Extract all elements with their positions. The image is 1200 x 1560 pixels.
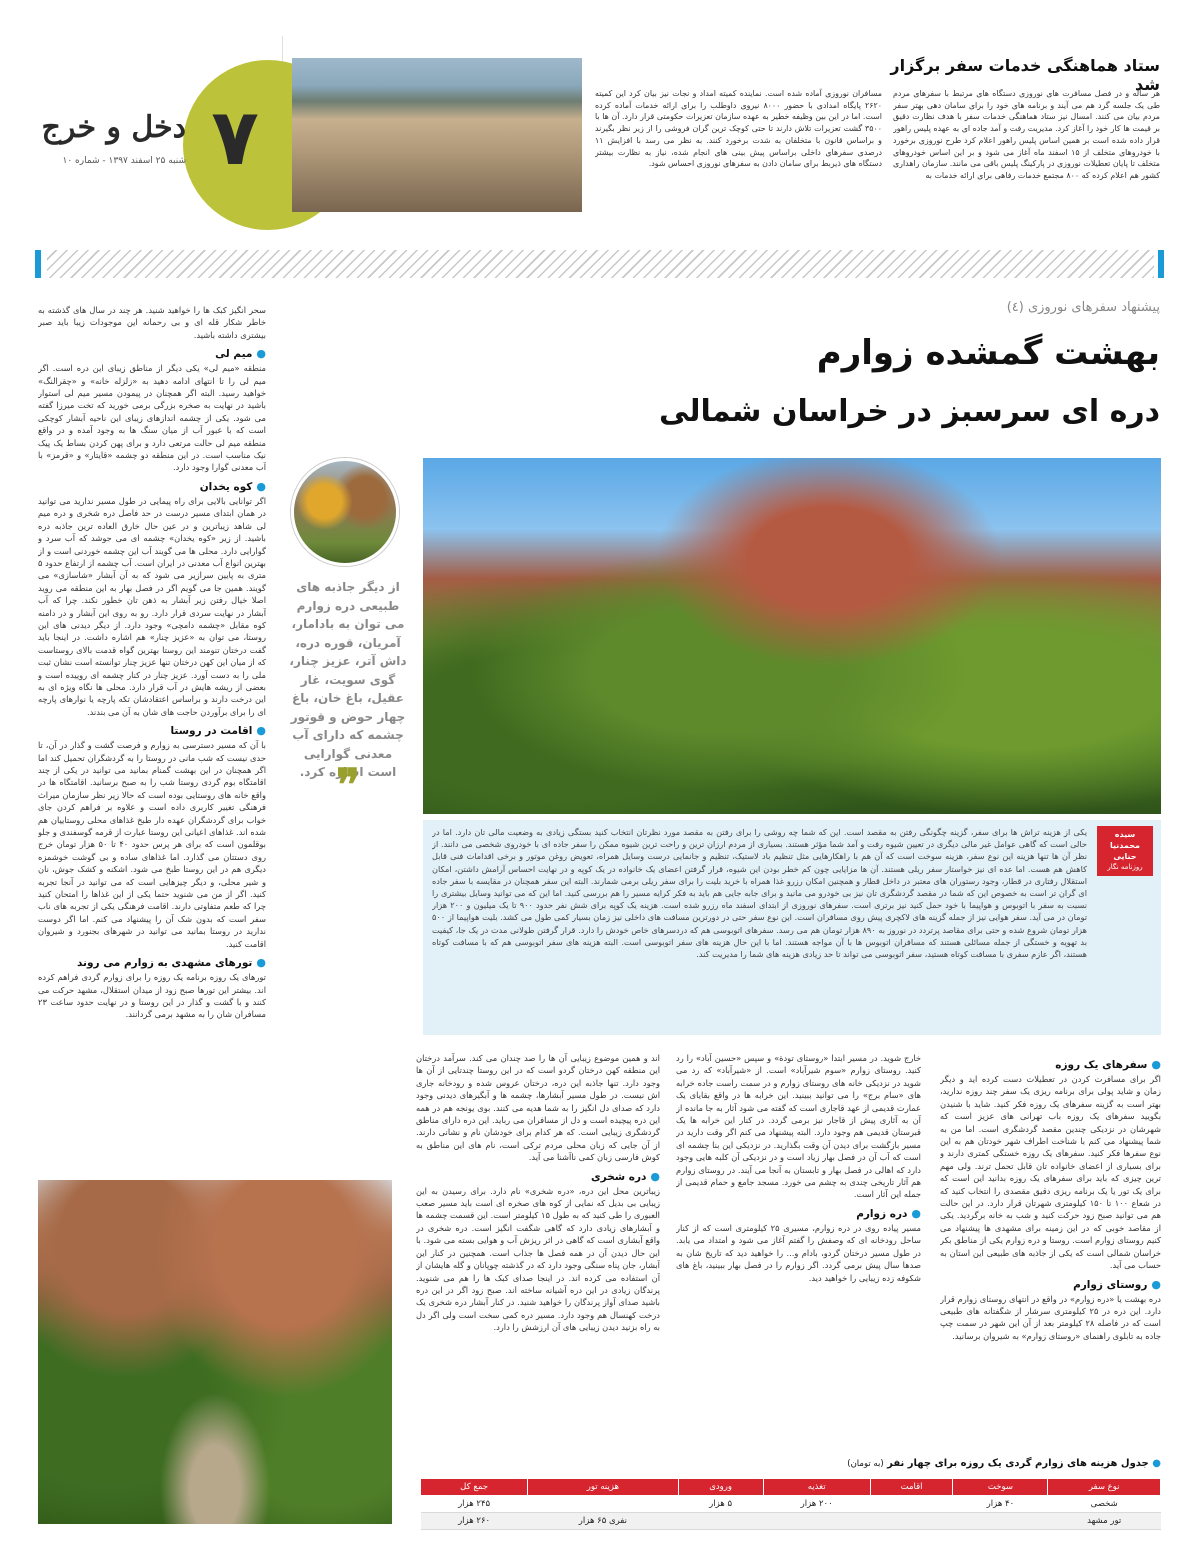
bullet-icon: ● xyxy=(1151,1277,1161,1291)
section-brand: دخل و خرج xyxy=(41,110,186,145)
cost-table xyxy=(420,1478,1161,1530)
bullet-icon: ● xyxy=(650,1169,660,1183)
bullet-icon: ● xyxy=(256,956,266,970)
divider-right-tick xyxy=(1158,250,1164,278)
bottom-col-right xyxy=(940,1052,1161,1452)
hatched-divider xyxy=(47,250,1154,278)
author-name: سیده محمدنیا حنایی xyxy=(1110,830,1140,861)
section-body-stay: با آن که مسیر دسترسی به زوارم و فرصت گشت و گذار در آن، تا حدی نیست که شب مانی در روستا را به گردشگران تحمیل کند اما اگر همچنان در این بهشت گمنام بمانید می توانید در یکی از چند اقامتگاه بوم گردی روستا شب را به صبح برسانید. اقامتگاه ها در واقع خانه های روستایی بوده است که حالا زیر نظر سازمان میراث فرهنگی تغییر کاربری داده است و علاوه بر فراهم کردن جای خواب برای گردشگران عهده دار طبخ غذاهای محلی روستاییان هم شده اند. غذاهای اعیانی این روستا عبارت از قرمه گوسفندی و جلو بوقلمون است که برای هر پرس حدود ۴۰ تا ۵۰ هزار تومان خرج روی دستتان می گذارد. اما غذاهای ساده و بی گوشت خوشمزه دیگری هم در این روستا طبخ می شود. اشکنه و کشک جوش، نان و شیر محلی، و دیگر چیزهایی است که می توانید در آنجا تجربه کنید. اگر از من می شنوید حتما یکی از این غذاها را امتحان کنید چرا که طعم متفاوتی دارند. اقامت فرهنگی یکی از تجربه های ناب سفر است که بدون شک آن را پیشنهاد می کنم. اما اگر دوست ندارید در روستا بمانید می توانید در شهرهای بجنورد و شیروان اقامت کنید. xyxy=(38,740,266,949)
section-body-village: دره بهشت یا «دره زوارم» در واقع در انتهای روستای زوارم قرار دارد. این دره در ۲۵ کیلومتری سرشار از شگفتانه های طبیعی است که در فاصله ۲۸ کیلومتر بعد از آن این شهر در سمت چپ جاده به تابلوی راهنمای «روستای زوارم» به شیروان برسانید. xyxy=(940,1293,1161,1341)
cost-table-title: جدول هزینه های زوارم گردی یک روزه برای چهار نفر xyxy=(887,1458,1149,1469)
feature-subheadline: دره ای سرسبز در خراسان شمالی xyxy=(658,394,1160,429)
left-bottom-body: اند و همین موضوع زیبایی آن ها را صد چندان می کند. سرآمد درختان این منطقه کهن درختان گردو است که در این روستا چندتایی از آن ها وجود دارد. تنها جاذبه این دره، درختان عروس شده و رودخانه جاری اش نیست. در طول مسیر آبشارها، چشمه ها و آبگیرهای دیدنی وجود دارد که صدای دل انگیز را به شما هدیه می کنند. بوی یونجه هم در همه این دره پیچیده است و دل از مسافران می رباید. این دره دارای مناطق گردشگری زیبایی است. که هر کدام برای خودشان نام و نشانی دارند. از آن جایی که زبان محلی مردم ترکی است، نام های این مناطق به کوش فارسی زبان کمی ناآشنا می آید. xyxy=(416,1053,660,1163)
cost-table-wrap xyxy=(420,1478,1161,1530)
section-body-shakhri: زیباترین محل این دره، «دره شخری» نام دارد. برای رسیدن به این زیبایی بی بدیل که نمایی از کوه های صخره ای است باید مسیر صعب العبوری را طی کنید که به طول ۱۵ کیلومتر است. این قسمت چشمه ها و آبشارهای زیادی دارد که گاهی شگفت انگیز است. دره شخری در واقع آبشاری است که گاهی در اثر ریزش آب و هوایی بسته می شود. با این حال دیدن آن در همه فصل ها جذاب است. همچنین در کنار این آبشار، جان پناه سنگی وجود دارد که در گذشته چوپانان و گله هایشان از آن استفاده می کرده اند. در اینجا صدای کبک ها را هم می شنوید. پرندگان زیادی در این دره آشیانه ساخته اند. صبح زود اگر در این دره باشید صدای آواز پرندگان را خواهید شنید. در کنار آبشار دره شخری یک درخت کهنسال هم وجود دارد. مسیر دره کمی سخت است ولی اگر دل به راه بزنید دیدن زیبایی های آن ارزشش را دارد. xyxy=(416,1185,660,1333)
cost-table-unit: (به تومان) xyxy=(847,1459,884,1469)
table-cell xyxy=(528,1496,678,1513)
top-story-col-2: مسافران نوروزی آماده شده است. نماینده کمیته امداد و نجات نیز بیان کرد این کمیته ۲۶۲۰ پایگاه امدادی با حضور ۸۰۰۰ نیروی داوطلب را برای ارائه خدمات آماده کرده است. اما در این بین وظیفه خطیر به عهده سازمان تعزیرات حکومتی قرار دارد. آن ها با ۳۵۰۰ گشت تعزیرات تلاش دارند تا حتی کوچک ترین گران فروشی را از زیر نظر بگیرند و براساس قانون با متخلفان به شدت برخورد کنند. به نظر می رسد با افزایش ۱۱ درصدی سفرهای داخلی براساس پیش بینی های انجام شده، نیاز به نظارت بیشتر دستگاه های ذیربط برای سامان دادن به سفرهای نوروزی احساس شود. xyxy=(595,89,882,169)
table-cell xyxy=(870,1513,953,1530)
section-body-tours: تورهای یک روزه برنامه یک روزه را برای زوارم گردی فراهم کرده اند. بیشتر این تورها صبح زود از میدان استقلال، مشهد حرکت می کنند و با گشت و گذار در این روستا و در نهایت حدود ساعت ۲۳ مسافران شان را به مشهد برمی گردانند. xyxy=(38,972,266,1020)
section-title-tours: ●تورهای مشهدی به زوارم می روند xyxy=(76,956,266,970)
pull-quote: از دیگر جاذبه های طبیعی دره زوارم می توان به بادامار، آمریان، قوره دره، داش آتر، عزیز چنار، گوی سویت، غار عقیل، باغ خان، باغ چهار حوض و قوتور چشمه که دارای آب معدنی گوارایی است اشاره کرد. xyxy=(289,580,407,779)
section-title-stay: ●اقامت در روستا xyxy=(170,724,266,738)
column-header: جمع کل xyxy=(421,1479,528,1496)
left-intro: سحر انگیز کبک ها را خواهید شنید. هر چند در سال های گذشته به خاطر شکار قله ای و بی رحمانه این موجودات زیبا باید صبر بیشتری داشته باشید. xyxy=(38,305,266,340)
quote-mark-icon: ❞ xyxy=(336,760,360,811)
top-story-col-1: هر ساله و در فصل مسافرت های نوروزی دستگاه های مرتبط با سفرهای مردم طی یک جلسه گرد هم می آیند و برنامه های خود را برای سامان دهی بهتر سفر مردم بیان می کنند. امسال نیز ستاد هماهنگی خدمات سفر با هدف نظارت دقیق بر قیمت ها کار خود را آغاز کرد. مدیریت رفت و آمد جاده ای به عهده پلیس راهور قرار داده شده است بر همین اساس پلیس راهور اعلام کرد طرح نوروزی برخورد با خودروهای متخلف از ۱۵ اسفند ماه آغاز می شود و بر این اساس خودروهای متخلف تا پایان تعطیلات نوروزی در پارکینگ پلیس باقی می مانند. سازمان راهداری کشور هم اعلام کرده که ۸۰۰ مجتمع خدمات رفاهی برای ارائه خدمات به xyxy=(893,89,1160,180)
column-header: اقامت xyxy=(870,1479,953,1496)
table-cell xyxy=(763,1513,870,1530)
table-row xyxy=(421,1496,1161,1513)
table-cell: ۵ هزار xyxy=(678,1496,763,1513)
author-tag xyxy=(1097,826,1153,876)
top-story-title: ستاد هماهنگی خدمات سفر برگزار شد xyxy=(890,56,1160,94)
section-title-oneday: ●سفرهای یک روزه xyxy=(1055,1058,1161,1071)
table-cell: ۲۴۵ هزار xyxy=(421,1496,528,1513)
bottom-col-middle xyxy=(676,1052,921,1452)
table-cell: شخصی xyxy=(1048,1496,1161,1513)
table-row xyxy=(421,1513,1161,1530)
bullet-icon: ● xyxy=(256,724,266,738)
cost-table-title-row xyxy=(420,1458,1161,1469)
autumn-valley-thumbnail xyxy=(291,458,399,566)
bullet-icon: ● xyxy=(256,347,266,361)
table-cell xyxy=(678,1513,763,1530)
issue-date: شنبه ۲۵ اسفند ۱۳۹۷ - شماره ۱۰ xyxy=(62,156,186,166)
cost-table-header xyxy=(421,1479,1161,1496)
section-body-yakhdan: اگر توانایی بالایی برای راه پیمایی در طول مسیر ندارید می توانید در همان ابتدای مسیر درست در حد فاصل دره شخری و دره میم لی شاهد زیباترین و در عین حال خارق العاده ترین جاذبه دره باشید. از زیر «کوه یخدان» چشمه ای می جوشد که آب سرد و گوارایی دارد. محلی ها می گویند آب این چشمه خوردنی است و از بهترین انواع آب معدنی در ایران است. آب چشمه از ارتفاع حدود ۵ متری به پایین سرازیر می شود که به آن آبشار «شاسازی» می گویند. همین جا می گویم اگر در فصل بهار به این منطقه می روید اصلا خیال رفتن زیر آبشار به ذهن تان خطور نکند. چرا که آب آبشار در نهایت سردی قرار دارد. رو به روی این آبشار و در دامنه کوه مقابل «چشمه دامچی» وجود دارد. از دیگر دیدنی های این روستا، می توان به «عزیز چنار» هم اشاره داشت. در اینجا باید گفت درختان تنومند این روستا بهترین گواه قدمت بالای روستاست که از میان این کهن درختان تنها عزیز چنار توانسته است نشان ثبت ملی را به دست آورد. عزیز چنار در کنار چشمه ای روییده است و بعضی از ریشه هایش در آب قرار دارد. محلی ها نگاه ویژه ای به این درخت دارند و براساس اعتقادشان تکه پارچه یا نوارهای پارچه ای را برای برآوردن حاجت های شان به آن می بندند. xyxy=(38,495,266,717)
bullet-icon: ● xyxy=(1152,1458,1161,1469)
table-cell: نفری ۶۵ هزار xyxy=(528,1513,678,1530)
bullet-icon: ● xyxy=(1151,1058,1161,1071)
table-cell xyxy=(870,1496,953,1513)
section-body-oneday: اگر برای مسافرت کردن در تعطیلات دست کرده اید و دیگر زمان و شاید پولی برای برنامه ریزی یک سفر چند روزه ندارید، بهتر است به گزینه سفرهای یک روزه فکر کنید. شاید با شنیدن بگویید سفرهای یک روزه باب تهرانی های عزیز است که شهرشان در نزدیکی چندین مقصد گردشگری است. اما من به شما پیشنهاد می کنم با شناخت اطراف شهر خودتان هم به این نوع سفرها فکر کنید. سفرهای یک روزه خستگی کمتری دارند و برای بسیاری از اعضای خانواده تان قابل تحمل ترند. ولی مهم ترین چیزی که باید برای سفرهای یک روزه بدانید این است که برای یک تور یا یک برنامه ریزی دقیق مقصدی را انتخاب کنید که در شعاع ۱۰۰ تا ۱۵۰ کیلومتری شهرتان قرار دارد. در این حالت هم می توانید صبح زود حرکت کنید و شب به خانه برگردید. یکی از مقاصد خوبی که در این زمینه برای مشهدی ها پیشنهاد می کنیم روستای زوارم است. روستا و دره زوارم یکی از مناطق بکر خراسان شمالی است که یکی از جاذبه های طبیعی این استان به حساب می آید. xyxy=(940,1074,1161,1271)
table-cell: ۲۰۰ هزار xyxy=(763,1496,870,1513)
column-header: سوخت xyxy=(953,1479,1048,1496)
table-cell: ۲۶۰ هزار xyxy=(421,1513,528,1530)
section-title-valley: ●دره زوارم xyxy=(856,1206,921,1220)
canyon-path-photo xyxy=(38,1180,392,1524)
beach-crowd-photo xyxy=(292,58,582,212)
divider-left-tick xyxy=(35,250,41,278)
column-header: هزینه تور xyxy=(528,1479,678,1496)
column-header: ورودی xyxy=(678,1479,763,1496)
zavarem-valley-photo xyxy=(423,458,1161,814)
section-body-mimli: منطقه «میم لی» یکی دیگر از مناطق زیبای این دره است. اگر میم لی را تا انتهای ادامه دهید به «زلزله خانه» و «چقرالنگ» خواهید رسید. البته اگر همچنان در پیمودن مسیر میم لی استوار باشید در نهایت به صخره بزرگی برمی خورید که تخت میرزا گفته می شود. یکی از چشمه اندازهای زیبای این ناحیه آبشار کوچکی است که با عبور آب از میان سنگ ها به وجود آمده و در واقع منطقه میم لی حالت مرتعی دارد و برای پهن کردن بساط یک پیک نیک مناسب است. در این منطقه دو چشمه «قایتار» و «قرمز» با آب معدنی گوارا وجود دارد. xyxy=(38,363,266,473)
table-cell xyxy=(953,1513,1048,1530)
table-cell: ۴۰ هزار xyxy=(953,1496,1048,1513)
middle-body: خارج شوید. در مسیر ابتدا «روستای تودة» و سپس «حسین آباد» را رد کنید. روستای زوارم «سوم شیرآباد» است. از «شیرآباد» که رد می شوید در نزدیکی خانه های روستای زوارم و در سمت راست جاده خرابه های «سام برج» را می توانید ببینید. این خرابه ها در واقع بقایای یک عمارت قدیمی از عهد قاجاری است که گفته می شود آثار به جا مانده از آن به آثاری پیش از قاجار نیز برمی گردد. در کنار این خرابه ها یک قبرستان قدیمی هم وجود دارد. البته پیشنهاد می کنم اگر وقت دارید در مسیر بازگشت برای دیدن آن وقت بگذارید. در نزدیکی این بنا چشمه ای است که آب آن در فصل بهار زیاد است و در نزدیکی آن کلبه هایی وجود دارد که اهالی در فصل بهار و تابستان به آنجا می آیند. در روستای زوارم هم آثار تاریخی چندی به چشم می خورد. مسجد جامع و حمام قدیمی از جمله این آثار است. xyxy=(676,1053,921,1200)
author-role: روزنامه نگار xyxy=(1107,863,1143,871)
section-title-yakhdan: ●کوه یخدان xyxy=(199,479,266,493)
section-title-shakhri: ●دره شخری xyxy=(591,1169,660,1183)
bullet-icon: ● xyxy=(256,479,266,493)
feature-headline: بهشت گمشده زوارم xyxy=(816,333,1160,373)
left-column xyxy=(38,304,266,1174)
section-title-mimli: ●میم لی xyxy=(215,347,266,361)
column-header: تغذیه xyxy=(763,1479,870,1496)
section-body-valley: مسیر پیاده روی در دره زوارم، مسیری ۲۵ کیلومتری است که از کنار ساحل رودخانه ای که وصفش را گفتم آغاز می شود و امتداد می یابد. در طول مسیر درختان گردو، بادام و... را خواهید دید که تاریخ شان به صدها سال پیش برمی گردد. اگر زوارم را در فصل بهار ببینید، باغ های شکوفه زده زیبایی را خواهید دید. xyxy=(676,1222,921,1283)
intro-text: یکی از هزینه تراش ها برای سفر، گزینه چگونگی رفتن به مقصد است. این که شما چه روشی را برای رفتن به مقصد مورد نظرتان انتخاب کنید بستگی زیادی به وضعیت مالی تان دارد. اما در حالی است که گاهی عوامل غیر مالی دیگری در تعیین شیوه رفت و آمد شما مؤثر هستند. بسیاری از مردم ارزان ترین و راحت ترین شیوه ممکن را سفر جاده ای با خودروی شخصی می دانند. از نظر آن ها تنها هزینه این نوع سفر، هزینه سوخت است که آن هم با راهکارهایی مثل تنظیم باد لاستیک، تنظیم و جانمایی درست وسایل همراه، تعویض روغن موتور و برخی اقدامات فنی قابل کاهش هم هست. اما عده ای نیز خواستار سفر ریلی هستند. آن ها مزایایی چون کم خطر بودن این شیوه، قرار گرفتن اعضای یک خانواده در یک کوپه و در نهایت احساس آرامش داشتن، امکان استقلال رفتاری در قطار، وجود رستوران های معتبر در داخل قطار و همچنین امکان رزرو غذا همراه با خرید بلیت را برای سفر ریلی برمی شمارند. البته این سفر همچنان در مقایسه با سفر جاده ای گران تر است به خصوص این که شما در مقصد گردشگری تان نیز بی خودرو می مانید و برای جابه جایی هم باید به فکر کرایه مسیر را هم بررسی کنید. اما این که می توانید وسایل بیشتری را نسبت به سفر با اتوبوس و هواپیما با خود حمل کنید نیز برتری است. سفرهای نوروزی از ابتدای اسفند ماه رزرو شده است. هزینه یک کوپه برای شش نفر حدود ۹۰۰ تا یک میلیون و ۲۰۰ هزار تومان در می آید. سفر هوایی نیز از جمله گزینه های لاکچری پیش روی مسافران است. این نوع سفر حتی در دورترین مسافت های داخلی نیز زمان بسیار کمی طول می کشد. بلیت هواپیما از ۵۰۰ هزار تومان شروع شده و حتی برای مقاصد پرتردد در نوروز به ۸۹۰ هزار تومان هم می رسد. سفرهای اتوبوسی هم که دردسرهای خاص خودش را دارد. قرار گرفتن طولانی مدت در یک جا، کیفیت بد تهویه و خستگی از جمله مسائلی هستند که مسافران اتوبوس ها با آن مواجه هستند. اما با این حال هزینه های سفر اتوبوسی است. البته هزینه های سفر اتوبوسی هم که با مسافت کوتاه هستند، اگر عازم سفری با مسافت کوتاه هستید، سفر اتوبوسی می تواند تا حد زیادی هزینه های شما را مدیریت کند. xyxy=(432,827,1087,960)
bottom-col-left xyxy=(416,1052,660,1452)
table-cell: تور مشهد xyxy=(1048,1513,1161,1530)
feature-kicker: پیشنهاد سفرهای نوروزی (٤) xyxy=(1006,300,1160,315)
page-number: ۷ xyxy=(211,93,259,183)
section-title-village: ●روستای زوارم xyxy=(1073,1277,1161,1291)
column-header: نوع سفر xyxy=(1048,1479,1161,1496)
bullet-icon: ● xyxy=(911,1206,921,1220)
